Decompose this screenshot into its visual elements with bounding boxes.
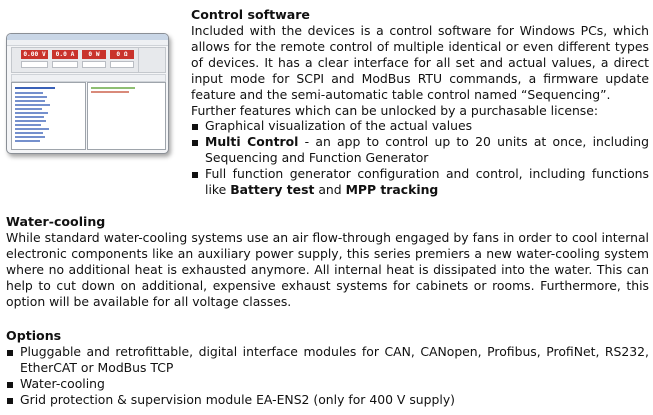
option-item: Water-cooling xyxy=(6,376,649,392)
option-item: Pluggable and retrofittable, digital interface modules for CAN, CANopen, Profibus, ProfiNet, RS232, EtherCAT or ModBus TCP xyxy=(6,344,649,376)
control-software-section xyxy=(191,7,649,198)
license-feature-item: Multi Control - an app to control up to 20 units at once, including Sequencing and Function Generator xyxy=(191,134,649,166)
thumb-side-panel xyxy=(138,47,166,73)
bullet-icon xyxy=(7,382,13,388)
option-item: Grid protection & supervision module EA-ENS2 (only for 400 V supply) xyxy=(6,392,649,408)
license-feature-item: Graphical visualization of the actual values xyxy=(191,118,649,134)
bullet-icon xyxy=(192,124,198,130)
feature-name-bold: MPP tracking xyxy=(345,182,439,198)
options-section xyxy=(6,328,649,408)
thumb-set-field xyxy=(52,61,78,68)
options-heading: Options xyxy=(6,328,62,343)
software-screenshot xyxy=(6,33,169,154)
water-cooling-heading: Water-cooling xyxy=(6,214,106,229)
bullet-icon xyxy=(7,398,13,404)
thumb-resistance-readout: 0 Ω xyxy=(110,50,134,59)
bullet-icon xyxy=(192,140,198,146)
bullet-icon xyxy=(7,350,13,356)
control-software-description: Included with the devices is a control software for Windows PCs, which allows for the remote control of multiple identical or even different types of devices. It has a clear interface for all set and actual values, a direct input mode for SCPI and ModBus RTU commands, a firmware update feature and the semi-automatic table control named “Sequencing”. xyxy=(191,23,649,102)
thumb-set-field xyxy=(82,61,106,68)
thumb-voltage-readout: 0.00 V xyxy=(21,50,48,59)
water-cooling-description: While standard water-cooling systems use an air flow-through engaged by fans in order to cool internal electronic components like an auxiliary power supply, this series premiers a new water-cooling system where no additional heat is exhausted anymore. All internal heat is dissipated into the water. This can help to cut down on additional, expensive exhaust systems for cabinets or rooms. Furthermore, this option will be available for all voltage classes. xyxy=(6,230,649,309)
thumb-log-panel xyxy=(87,82,166,150)
thumb-menubar xyxy=(7,40,168,46)
feature-name-bold: Multi Control xyxy=(205,134,299,150)
thumb-power-readout: 0 W xyxy=(82,50,106,59)
control-software-heading: Control software xyxy=(191,7,310,22)
thumb-toolbar xyxy=(11,74,166,82)
water-cooling-section xyxy=(6,214,649,310)
thumb-set-field xyxy=(21,61,48,68)
bullet-icon xyxy=(192,172,198,178)
license-feature-item: Full function generator configuration and control, including functions like Battery test and MPP tracking xyxy=(191,166,649,198)
feature-name-bold: Battery test xyxy=(230,182,315,198)
thumb-device-tree xyxy=(11,82,86,150)
license-features-intro: Further features which can be unlocked by a purchasable license: xyxy=(191,102,599,118)
thumb-set-field xyxy=(110,61,134,68)
thumb-current-readout: 0.0 A xyxy=(52,50,78,59)
